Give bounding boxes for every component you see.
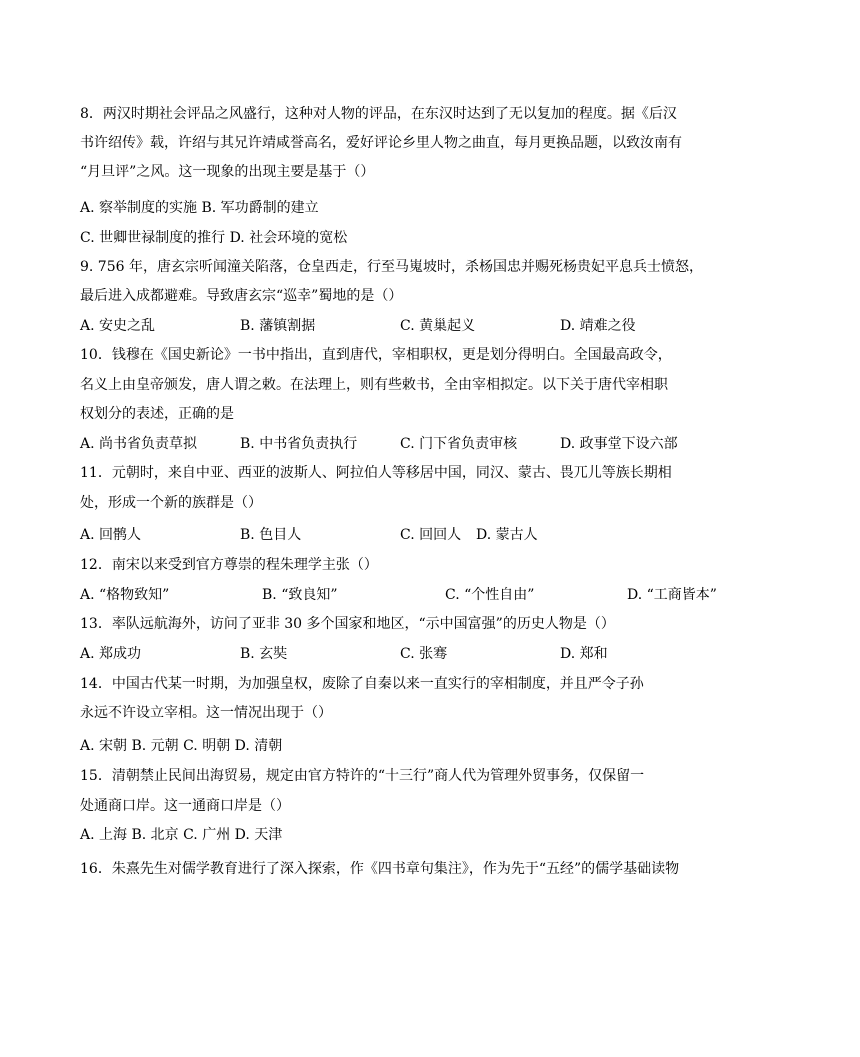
q13-option-a: A. 郑成功 (80, 646, 142, 662)
q14-options: A. 宋朝 B. 元朝 C. 明朝 D. 清朝 (80, 738, 283, 754)
q11-option-c: C. 回回人 (400, 527, 462, 543)
q11-option-a: A. 回鹘人 (80, 527, 142, 543)
q15-line-2: 处通商口岸。这一通商口岸是（） (80, 798, 290, 814)
q10-line-1: 10．钱穆在《国史新论》一书中指出，直到唐代，宰相职权，更是划分得明白。全国最高政令， (80, 347, 672, 363)
q13-option-c: C. 张骞 (400, 646, 448, 662)
q8-line-3: “月旦评”之风。这一现象的出现主要是基于（） (80, 164, 375, 180)
q8-options-line-2: C. 世卿世禄制度的推行 D. 社会环境的宽松 (80, 230, 348, 246)
q10-line-2: 名义上由皇帝颁发，唐人谓之敕。在法理上，则有些敕书，全由宰相拟定。以下关于唐代宰相职 (80, 377, 668, 393)
q12-option-d: D. “工商皆本” (627, 587, 717, 603)
q15-line-1: 15．清朝禁止民间出海贸易，规定由官方特许的“十三行”商人代为管理外贸事务，仅保留一 (80, 768, 645, 784)
q9-line-2: 最后进入成都避难。导致唐玄宗“巡幸”蜀地的是（） (80, 288, 403, 304)
q10-option-c: C. 门下省负责审核 (400, 436, 518, 452)
q13-option-d: D. 郑和 (560, 646, 608, 662)
q13-line-1: 13．率队远航海外，访问了亚非 30 多个国家和地区，“示中国富强”的历史人物是（） (80, 616, 615, 632)
q11-line-1: 11．元朝时，来自中亚、西亚的波斯人、阿拉伯人等移居中国，同汉、蒙古、畏兀儿等族长期相 (80, 465, 672, 481)
q12-option-a: A. “格物致知” (80, 587, 170, 603)
q10-option-a: A. 尚书省负责草拟 (80, 436, 198, 452)
q10-line-3: 权划分的表述，正确的是 (80, 406, 234, 422)
q10-option-d: D. 政事堂下设六部 (560, 436, 678, 452)
q14-line-1: 14．中国古代某一时期，为加强皇权，废除了自秦以来一直实行的宰相制度，并且严令子孙 (80, 676, 644, 692)
q15-options: A. 上海 B. 北京 C. 广州 D. 天津 (80, 827, 283, 843)
q12-option-b: B. “致良知” (262, 587, 338, 603)
q8-options-line-1: A. 察举制度的实施 B. 军功爵制的建立 (80, 200, 319, 216)
q8-line-2: 书许绍传》载，许绍与其兄许靖咸誉高名，爱好评论乡里人物之曲直，每月更换品题，以致汝南有 (80, 135, 682, 151)
q14-line-2: 永远不许设立宰相。这一情况出现于（） (80, 705, 332, 721)
q16-line-1: 16．朱熹先生对儒学教育进行了深入探索，作《四书章句集注》，作为先于“五经”的儒学基础读物 (80, 861, 680, 877)
q9-option-a: A. 安史之乱 (80, 318, 156, 334)
q9-option-d: D. 靖难之役 (560, 318, 636, 334)
q9-option-b: B. 藩镇割据 (240, 318, 316, 334)
q12-line-1: 12．南宋以来受到官方尊崇的程朱理学主张（） (80, 557, 378, 573)
q11-line-2: 处，形成一个新的族群是（） (80, 495, 262, 511)
q9-option-c: C. 黄巢起义 (400, 318, 476, 334)
q12-option-c: C. “个性自由” (445, 587, 535, 603)
q10-option-b: B. 中书省负责执行 (240, 436, 358, 452)
q9-line-1: 9. 756 年，唐玄宗听闻潼关陷落，仓皇西走，行至马嵬坡时，杀杨国忠并赐死杨贵妃平息兵士愤怒， (80, 259, 703, 275)
q11-option-b: B. 色目人 (240, 527, 302, 543)
q11-option-d: D. 蒙古人 (476, 527, 538, 543)
q13-option-b: B. 玄奘 (240, 646, 288, 662)
q8-line-1: 8．两汉时期社会评品之风盛行，这种对人物的评品，在东汉时达到了无以复加的程度。据《后汉 (80, 106, 677, 122)
